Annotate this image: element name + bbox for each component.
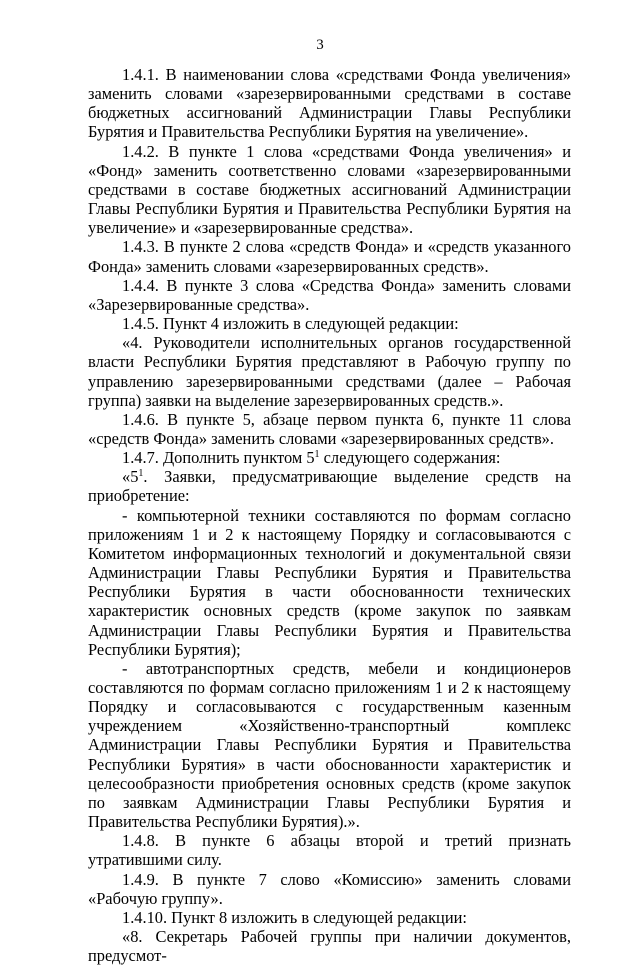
paragraph-point-5-1-start: «5 bbox=[122, 467, 139, 487]
superscript: 1 bbox=[314, 449, 320, 461]
page-number: 3 bbox=[316, 37, 324, 53]
paragraph-1-4-1: 1.4.1. В наименовании слова «средствами Фонда увеличения» заменить словами «зарезервированными средствами в составе бюджетных ассигнований Администрации Главы Республики Бурятия и Правительства Республики Бурятия на увеличение». bbox=[88, 65, 571, 142]
paragraph-1-4-2: 1.4.2. В пункте 1 слова «средствами Фонда увеличения» и «Фонд» заменить соответственно словами «зарезервированными средствами в составе бюджетных ассигнований Администрации Главы Республики Бурятия и Правительства Республики Бурятия на увеличение» и «зарезервированные средства». bbox=[88, 141, 571, 238]
paragraph-1-4-9: 1.4.9. В пункте 7 слово «Комиссию» заменить словами «Рабочую группу». bbox=[88, 869, 571, 908]
paragraph-point-4: «4. Руководители исполнительных органов государственной власти Республики Бурятия представляют в Рабочую группу по управлению зарезервированными средствами (далее – Рабочая группа) заявки на выделение зарезервированных средств.». bbox=[88, 333, 571, 410]
paragraph-vehicles-furniture: - автотранспортных средств, мебели и кондиционеров составляются по формам согласно приложениям 1 и 2 к настоящему Порядку и согласовываются с государственным казенным учреждением «Хозяйственно-транспортный комплекс Администрации Главы Республики Бурятия и Правительства Республики Бурятия» в части обоснованности характеристик и целесообразности приобретения основных средств (кроме закупок по заявкам Администрации Главы Республики Бурятия и Правительства Республики Бурятия).». bbox=[88, 658, 571, 832]
paragraph-1-4-8: 1.4.8. В пункте 6 абзацы второй и третий признать утратившими силу. bbox=[88, 831, 571, 870]
superscript: 1 bbox=[138, 468, 144, 480]
paragraph-1-4-5: 1.4.5. Пункт 4 изложить в следующей редакции: bbox=[122, 314, 459, 334]
paragraph-1-4-7 bbox=[88, 448, 571, 467]
paragraph-computer-equipment: - компьютерной техники составляются по формам согласно приложениям 1 и 2 к настоящему Порядку и согласовываются с Комитетом информационных технологий и документальной связи Администрации Главы Республики Бурятия и Правительства Республики Бурятия в части обоснованности технических характеристик основных средств (кроме закупок по заявкам Администрации Главы Республики Бурятия и Правительства Республики Бурятия); bbox=[88, 505, 571, 659]
paragraph-1-4-7-text: 1.4.7. Дополнить пунктом 5 bbox=[122, 448, 315, 468]
paragraph-1-4-10: 1.4.10. Пункт 8 изложить в следующей редакции: bbox=[122, 907, 467, 927]
paragraph-1-4-6: 1.4.6. В пункте 5, абзаце первом пункта 6, пункте 11 слова «средств Фонда» заменить словами «зарезервированных средств». bbox=[88, 409, 571, 448]
paragraph-1-4-3: 1.4.3. В пункте 2 слова «средств Фонда» и «средств указанного Фонда» заменить словами «зарезервированных средств». bbox=[88, 237, 571, 276]
document-body bbox=[88, 65, 571, 965]
paragraph-point-5-1-text: . Заявки, предусматривающие выделение средств на приобретение: bbox=[88, 467, 571, 506]
paragraph-1-4-4: 1.4.4. В пункте 3 слова «Средства Фонда» заменить словами «Зарезервированные средства». bbox=[88, 275, 571, 314]
paragraph-point-5-1 bbox=[88, 467, 571, 505]
paragraph-1-4-7-tail: следующего содержания: bbox=[319, 448, 501, 468]
paragraph-point-8: «8. Секретарь Рабочей группы при наличии документов, предусмот- bbox=[88, 927, 571, 965]
